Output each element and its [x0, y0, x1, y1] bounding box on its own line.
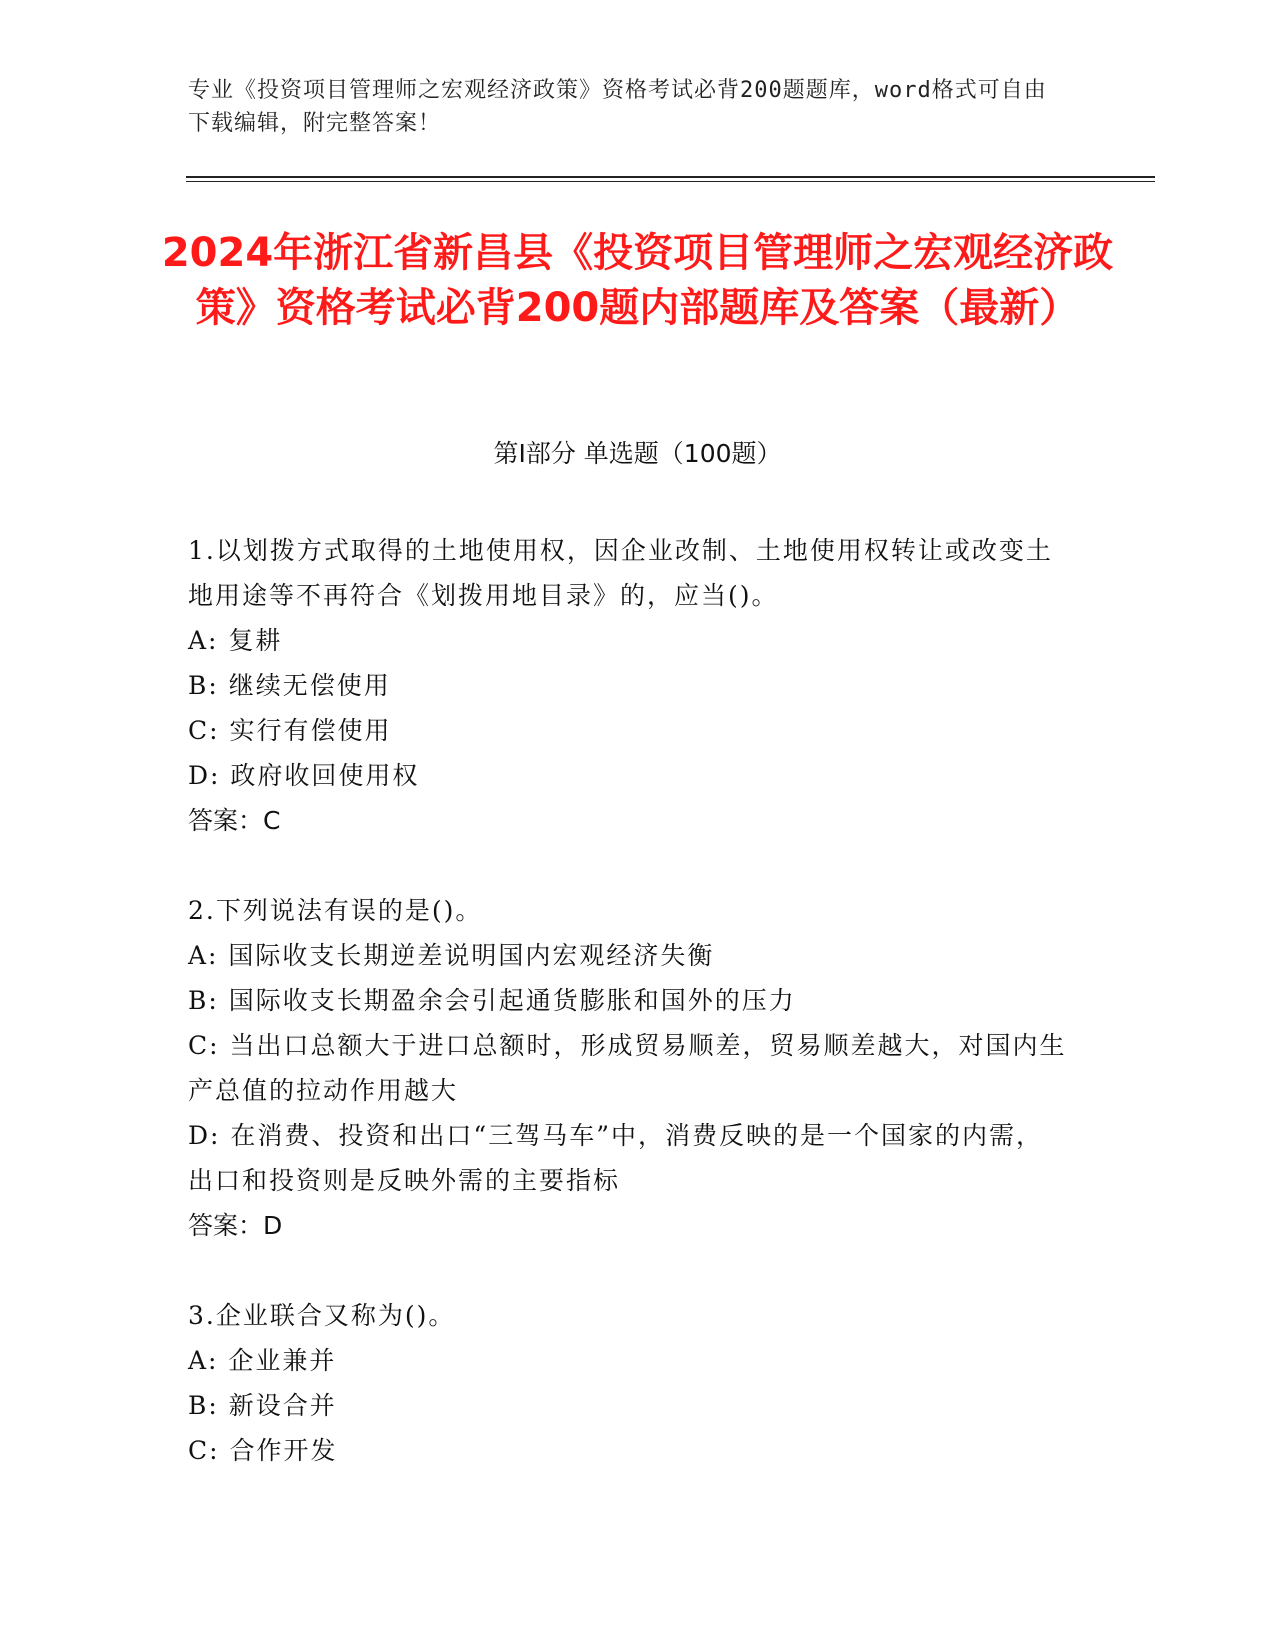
- question-1: [188, 528, 1068, 843]
- question-text: 1.以划拨方式取得的土地使用权，因企业改制、土地使用权转让或改变土地用途等不再符合《划拨用地目录》的，应当()。: [188, 536, 1053, 610]
- header-rule-thin: [186, 181, 1155, 182]
- option-a: A: 企业兼并: [188, 1346, 337, 1375]
- question-text: 3.企业联合又称为()。: [188, 1301, 456, 1330]
- document-title: 2024年浙江省新昌县《投资项目管理师之宏观经济政策》资格考试必背200题内部题库及答案（最新）: [161, 230, 1114, 331]
- header-note: 专业《投资项目管理师之宏观经济政策》资格考试必背200题题库，word格式可自由下载编辑，附完整答案！: [188, 78, 1047, 136]
- option-c: C: 当出口总额大于进口总额时，形成贸易顺差，贸易顺差越大，对国内生产总值的拉动作用越大: [188, 1031, 1067, 1105]
- answer-line: 答案：D: [188, 1211, 283, 1240]
- option-c: C: 合作开发: [188, 1436, 338, 1465]
- option-b: B: 继续无偿使用: [188, 671, 391, 700]
- answer-line: 答案：C: [188, 806, 281, 835]
- option-d: D: 在消费、投资和出口“三驾马车”中，消费反映的是一个国家的内需，出口和投资则是反映外需的主要指标: [188, 1121, 1043, 1195]
- question-text: 2.下列说法有误的是()。: [188, 896, 483, 925]
- option-c: C: 实行有偿使用: [188, 716, 392, 745]
- section-title: 第I部分 单选题（100题）: [493, 439, 782, 468]
- option-d: D: 政府收回使用权: [188, 761, 420, 790]
- question-2: [188, 888, 1068, 1248]
- option-a: A: 国际收支长期逆差说明国内宏观经济失衡: [188, 941, 715, 970]
- question-list: [188, 528, 1068, 1473]
- question-3: [188, 1293, 1068, 1473]
- option-a: A: 复耕: [188, 626, 283, 655]
- option-b: B: 新设合并: [188, 1391, 337, 1420]
- option-b: B: 国际收支长期盈余会引起通货膨胀和国外的压力: [188, 986, 796, 1015]
- header-rule-thick: [186, 176, 1155, 178]
